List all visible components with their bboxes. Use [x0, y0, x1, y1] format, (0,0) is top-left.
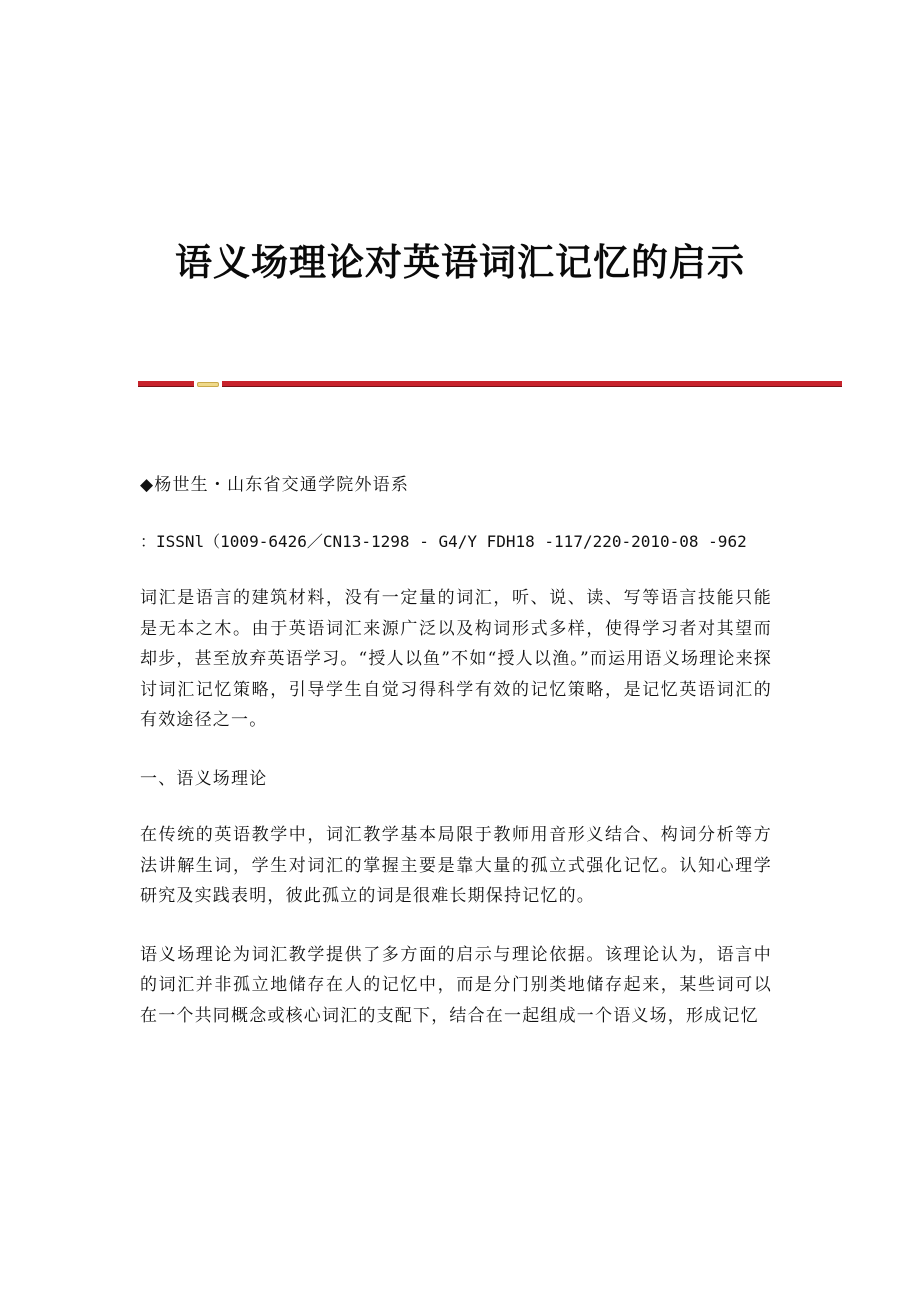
- issn-line: ：ISSNl（1009-6426／CN13-1298 - G4/Y FDH18 -117/220-2010-08 -962: [140, 531, 747, 551]
- title-divider: [138, 380, 842, 390]
- paragraph-semantic-field: 语义场理论为词汇教学提供了多方面的启示与理论依据。该理论认为，语言中的词汇并非孤立地储存在人的记忆中，而是分门别类地储存起来，某些词可以在一个共同概念或核心词汇的支配下，结合在一起组成一个语义场，形成记忆: [140, 944, 772, 1026]
- paragraph-traditional-teaching: 在传统的英语教学中，词汇教学基本局限于教师用音形义结合、构词分析等方法讲解生词，学生对词汇的掌握主要是靠大量的孤立式强化记忆。认知心理学研究及实践表明，彼此孤立的词是很难长期保持记忆的。: [140, 825, 772, 906]
- divider-left-segment: [138, 381, 194, 387]
- page-title: 语义场理论对英语词汇记忆的启示: [175, 240, 745, 284]
- divider-ornament-icon: [197, 382, 219, 387]
- article-body: [140, 470, 772, 1059]
- author-line: ◆杨世生・山东省交通学院外语系: [140, 475, 410, 495]
- divider-right-segment: [222, 381, 842, 387]
- section-heading: 一、语义场理论: [140, 768, 268, 789]
- paragraph-intro: 词汇是语言的建筑材料，没有一定量的词汇，听、说、读、写等语言技能只能是无本之木。由于英语词汇来源广泛以及构词形式多样，使得学习者对其望而却步，甚至放弃英语学习。“授人以鱼”不如“授人以渔。”而运用语义场理论来探讨词汇记忆策略，引导学生自觉习得科学有效的记忆策略，是记忆英语词汇的有效途径之一。: [140, 588, 772, 730]
